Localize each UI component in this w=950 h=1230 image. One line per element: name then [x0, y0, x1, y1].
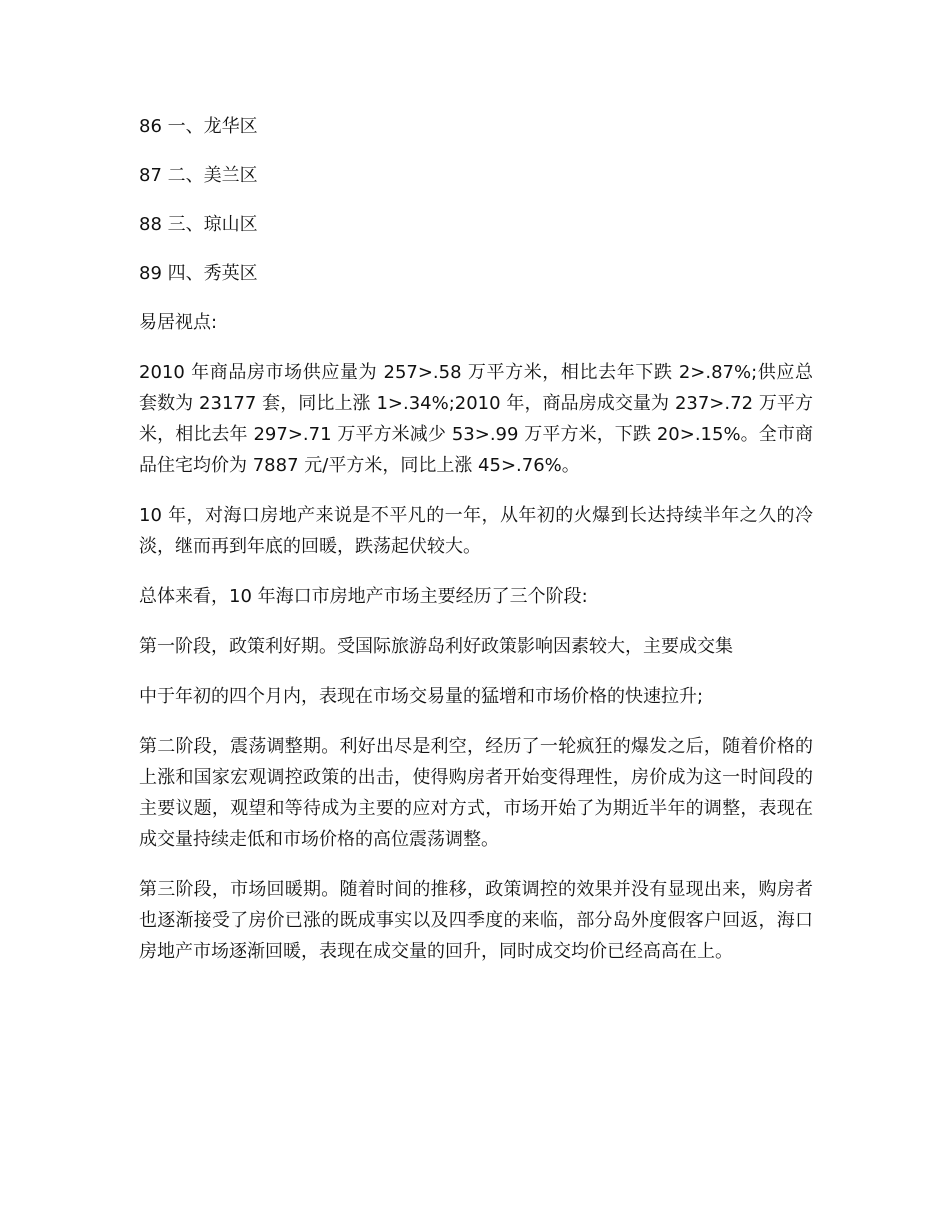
toc-item-qiongshan: 88 三、琼山区: [139, 214, 258, 235]
toc-item-xiuying: 89 四、秀英区: [139, 263, 258, 284]
section-title: 易居视点:: [139, 312, 218, 333]
paragraph-stage-one-continued: 中于年初的四个月内，表现在市场交易量的猛增和市场价格的快速拉升;: [139, 686, 704, 707]
paragraph-three-stages-intro: 总体来看，10 年海口市房地产市场主要经历了三个阶段:: [139, 586, 588, 607]
document-page: [139, 112, 813, 986]
paragraph-market-supply: 2010 年商品房市场供应量为 257>.58 万平方米，相比去年下跌 2>.87%;供应总套数为 23177 套，同比上涨 1>.34%;2010 年，商品房成交量为 237>.72 万平方米，相比去年 297>.71 万平方米减少 53>.99 万平方米，下跌 20>.15%。全市商品住宅均价为 7887 元/平方米，同比上涨 45>.76%。: [139, 362, 813, 476]
paragraph-stage-two: 第二阶段，震荡调整期。利好出尽是利空，经历了一轮疯狂的爆发之后，随着价格的上涨和国家宏观调控政策的出击，使得购房者开始变得理性，房价成为这一时间段的主要议题，观望和等待成为主要的应对方式，市场开始了为期近半年的调整，表现在成交量持续走低和市场价格的高位震荡调整。: [139, 736, 813, 850]
toc-item-longhua: 86 一、龙华区: [139, 116, 258, 137]
paragraph-year-overview: 10 年，对海口房地产来说是不平凡的一年，从年初的火爆到长达持续半年之久的冷淡，继而再到年底的回暖，跌荡起伏较大。: [139, 505, 813, 557]
toc-item-meilan: 87 二、美兰区: [139, 165, 258, 186]
paragraph-stage-one: 第一阶段，政策利好期。受国际旅游岛利好政策影响因素较大，主要成交集: [139, 636, 733, 657]
paragraph-stage-three: 第三阶段，市场回暖期。随着时间的推移，政策调控的效果并没有显现出来，购房者也逐渐接受了房价已涨的既成事实以及四季度的来临，部分岛外度假客户回返，海口房地产市场逐渐回暖，表现在成交量的回升，同时成交均价已经高高在上。: [139, 879, 813, 962]
